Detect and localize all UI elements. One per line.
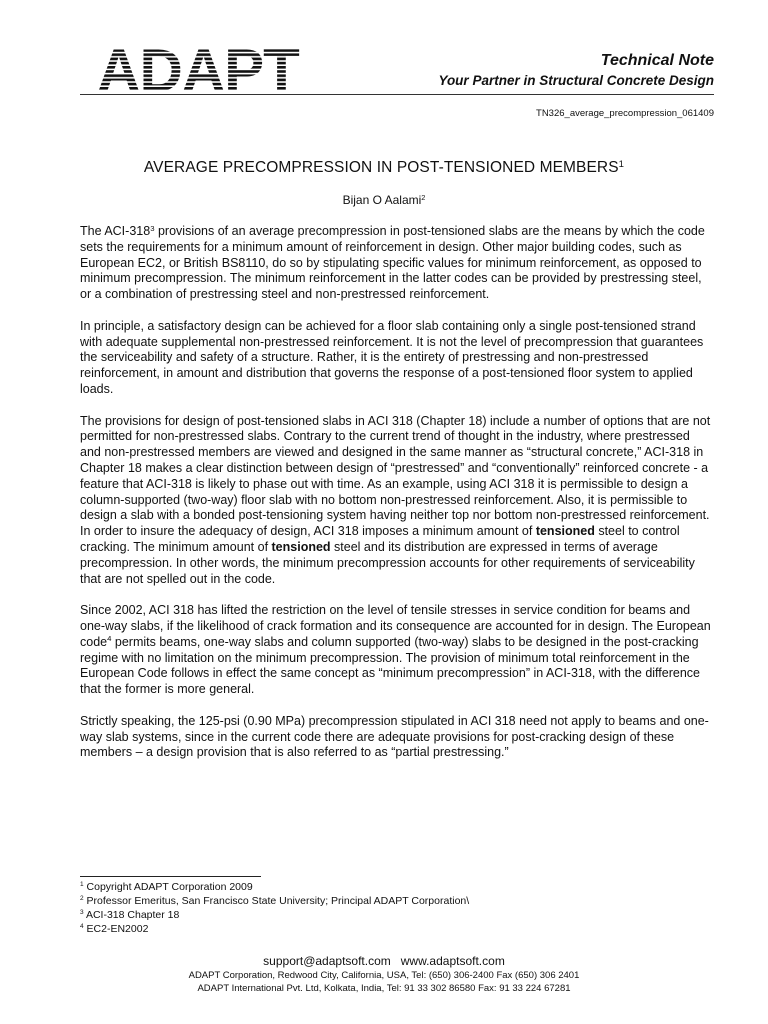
footnote-4: $^4$ EC2-EN2002 — [80, 923, 149, 935]
paragraph-5: Strictly speaking, the 125-psi (0.90 MPa) precompression stipulated in ACI 318 need not apply to beams and one-way slab systems, since in the current code there are adequate provisions for post-cracking design of these members – a design provision that is also referred to as “partial prestressing.” — [80, 713, 709, 760]
paragraph-1-text-a: The ACI-318 — [80, 224, 151, 238]
paragraph-3-text-b: steel to control cracking. The minimum amount of — [80, 524, 680, 554]
footnote-2: $^2$ Professor Emeritus, San Francisco State University; Principal ADAPT Corporation\ — [80, 895, 470, 907]
svg-text:ADAPT: ADAPT — [97, 45, 299, 95]
tagline: Your Partner in Structural Concrete Design — [438, 73, 714, 88]
footnote-divider — [80, 876, 261, 877]
paragraph-1 — [80, 224, 714, 303]
author-footnote-ref: 2 — [421, 192, 426, 202]
document-id: TN326_average_precompression_061409 — [536, 108, 714, 119]
technical-note-label: Technical Note — [600, 52, 714, 69]
support-email-link[interactable]: support@adaptsoft.com — [263, 954, 391, 968]
bold-tensioned-1: tensioned — [535, 524, 595, 539]
footer-address-usa: ADAPT Corporation, Redwood City, California, USA, Tel: (650) 306-2400 Fax (650) 306 2401 — [188, 970, 580, 981]
footnote-3: $^3$ ACI-318 Chapter 18 — [80, 909, 180, 921]
author-name: Bijan O Aalami — [342, 193, 422, 207]
footnote-ref-4: 4 — [107, 634, 112, 644]
footer-contact — [0, 954, 768, 969]
website-link[interactable]: www.adaptsoft.com — [400, 954, 505, 968]
footnotes — [80, 880, 469, 936]
paragraph-3-text-c: steel and its distribution are expressed in terms of average precompression. In other words, the minimum precompression accounts for other requirements of serviceability that are not spelled out in the code. — [80, 539, 695, 586]
page-footer — [0, 954, 768, 995]
technical-note-header — [438, 52, 714, 90]
bold-tensioned-2: tensioned — [271, 539, 331, 554]
title-text: AVERAGE PRECOMPRESSION IN POST-TENSIONED MEMBERS — [143, 159, 619, 176]
author-line — [0, 193, 768, 207]
footnote-ref-3: 3 — [150, 223, 155, 233]
paragraph-2: In principle, a satisfactory design can be achieved for a floor slab containing only a single post-tensioned strand with adequate supplemental non-prestressed reinforcement. It is not the level of precompression that guarantees the serviceability and safety of a structure. Rather, it is the entirety of prestressing and non-prestressed reinforcement, in amount and distribution that governs the response of a post-tensioned floor system to applied loads. — [80, 318, 704, 396]
adapt-logo — [80, 45, 316, 95]
header-divider — [80, 94, 714, 95]
paragraph-4 — [80, 603, 714, 698]
document-title — [0, 159, 768, 177]
paragraph-4-text-b: permits beams, one-way slabs and column supported (two-way) slabs to be designed in the post-cracking regime with no limitation on the minimum precompression. The provision of minimum total reinforcement in the European Code follows in effect the same concept as “minimum precompression” in ACI-318, with the difference that the former is more general. — [80, 634, 700, 697]
paragraph-3-text-a: The provisions for design of post-tensioned slabs in ACI 318 (Chapter 18) include a number of options that are not permitted for non-prestressed slabs. Contrary to the current trend of thought in the industry, where prestressed and non-prestressed members are viewed and designed in the same manner as “structural concrete,” ACI-318 in Chapter 18 makes a clear distinction between design of “prestressed” and “conventionally” reinforced concrete - a feature that ACI-318 is likely to phase out with time. As an example, using ACI 318 it is permissible to design a column-supported (two-way) floor slab with no bottom non-prestressed reinforcement. Also, it is permissible to design a slab with a bonded post-tensioning system having neither top nor bottom non-prestressed reinforcement. In order to insure the adequacy of design, ACI 318 imposes a minimum amount of — [80, 413, 711, 539]
paragraph-3 — [80, 414, 714, 588]
footer-address-india: ADAPT International Pvt. Ltd, Kolkata, India, Tel: 91 33 302 86580 Fax: 91 33 224 67281 — [197, 983, 571, 994]
footnote-1: $^1$ Copyright ADAPT Corporation 2009 — [80, 881, 253, 893]
document-body — [80, 224, 714, 777]
paragraph-4-text-a: Since 2002, ACI 318 has lifted the restriction on the level of tensile stresses in service condition for beams and one-way slabs, if the likelihood of crack formation and its consequence are accounted for in design. The European code — [80, 603, 711, 649]
paragraph-1-text-b: provisions of an average precompression in post-tensioned slabs are the means by which the code sets the requirements for a minimum amount of reinforcement in design. Other major building codes, such as European EC2, or British BS8110, do so by stipulating specific values for minimum reinforcement, as opposed to minimum precompression. The minimum reinforcement in the latter codes can be provided by prestressing steel, or a combination of prestressing steel and non-prestressed reinforcement. — [80, 224, 705, 302]
title-footnote-ref: 1 — [618, 158, 625, 170]
